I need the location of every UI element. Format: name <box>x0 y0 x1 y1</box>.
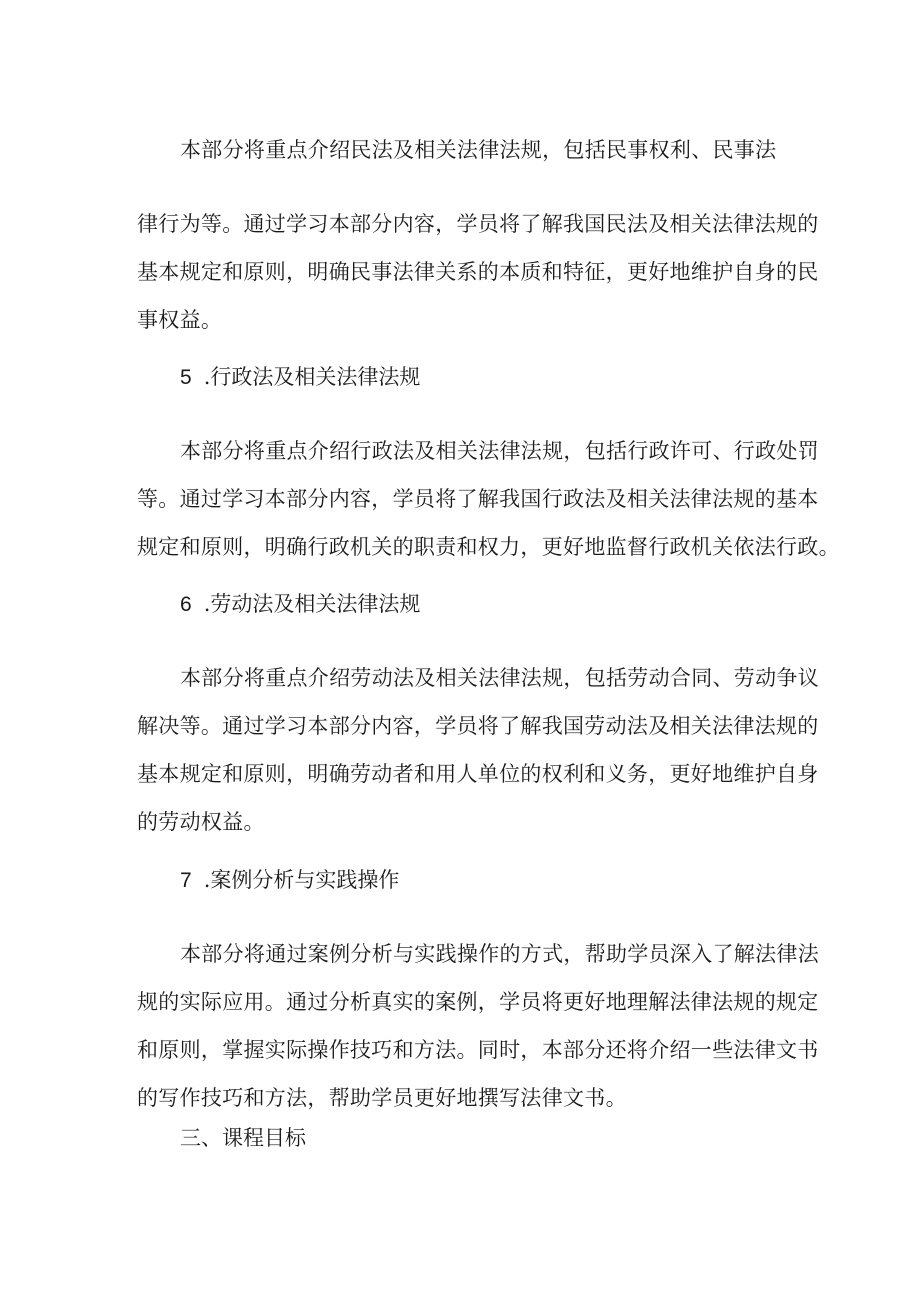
section-heading-admin-law <box>180 363 420 392</box>
cases-paragraph-line-4: 的写作技巧和方法，帮助学员更好地撰写法律文书。 <box>137 1086 627 1110</box>
section-title: .行政法及相关法律法规 <box>203 365 421 389</box>
cases-paragraph-line-2: 规的实际应用。通过分析真实的案例，学员将更好地理解法律法规的规定 <box>137 990 819 1014</box>
civil-paragraph-line-3: 基本规定和原则，明确民事法律关系的本质和特征，更好地维护自身的民 <box>137 260 819 284</box>
cases-paragraph-line-1: 本部分将通过案例分析与实践操作的方式，帮助学员深入了解法律法 <box>180 942 819 966</box>
labor-paragraph-line-3: 基本规定和原则，明确劳动者和用人单位的权利和义务，更好地维护自身 <box>137 762 819 786</box>
section-number: 5 <box>180 366 192 389</box>
civil-paragraph-line-4: 事权益。 <box>137 308 223 332</box>
section-number: 6 <box>180 593 192 616</box>
cases-paragraph-line-3: 和原则，掌握实际操作技巧和方法。同时，本部分还将介绍一些法律文书 <box>137 1038 819 1062</box>
labor-paragraph-line-4: 的劳动权益。 <box>137 810 265 834</box>
labor-paragraph-line-2: 解决等。通过学习本部分内容，学员将了解我国劳动法及相关法律法规的 <box>137 714 819 738</box>
admin-paragraph-line-3: 规定和原则，明确行政机关的职责和权力，更好地监督行政机关依法行政。 <box>137 535 840 559</box>
section-heading-labor-law <box>180 590 420 619</box>
civil-paragraph-line-1: 本部分将重点介绍民法及相关法律法规，包括民事权利、民事法 <box>180 138 777 162</box>
admin-paragraph-line-2: 等。通过学习本部分内容，学员将了解我国行政法及相关法律法规的基本 <box>137 487 819 511</box>
section-number: 7 <box>180 869 192 892</box>
section-heading-case-analysis <box>180 866 399 895</box>
admin-paragraph-line-1: 本部分将重点介绍行政法及相关法律法规，包括行政许可、行政处罚 <box>180 439 819 463</box>
labor-paragraph-line-1: 本部分将重点介绍劳动法及相关法律法规，包括劳动合同、劳动争议 <box>180 666 819 690</box>
section-title: .案例分析与实践操作 <box>203 868 400 892</box>
section-heading-course-goals: 三、课程目标 <box>180 1126 306 1150</box>
section-title: .劳动法及相关法律法规 <box>203 592 421 616</box>
civil-paragraph-line-2: 律行为等。通过学习本部分内容，学员将了解我国民法及相关法律法规的 <box>137 212 819 236</box>
